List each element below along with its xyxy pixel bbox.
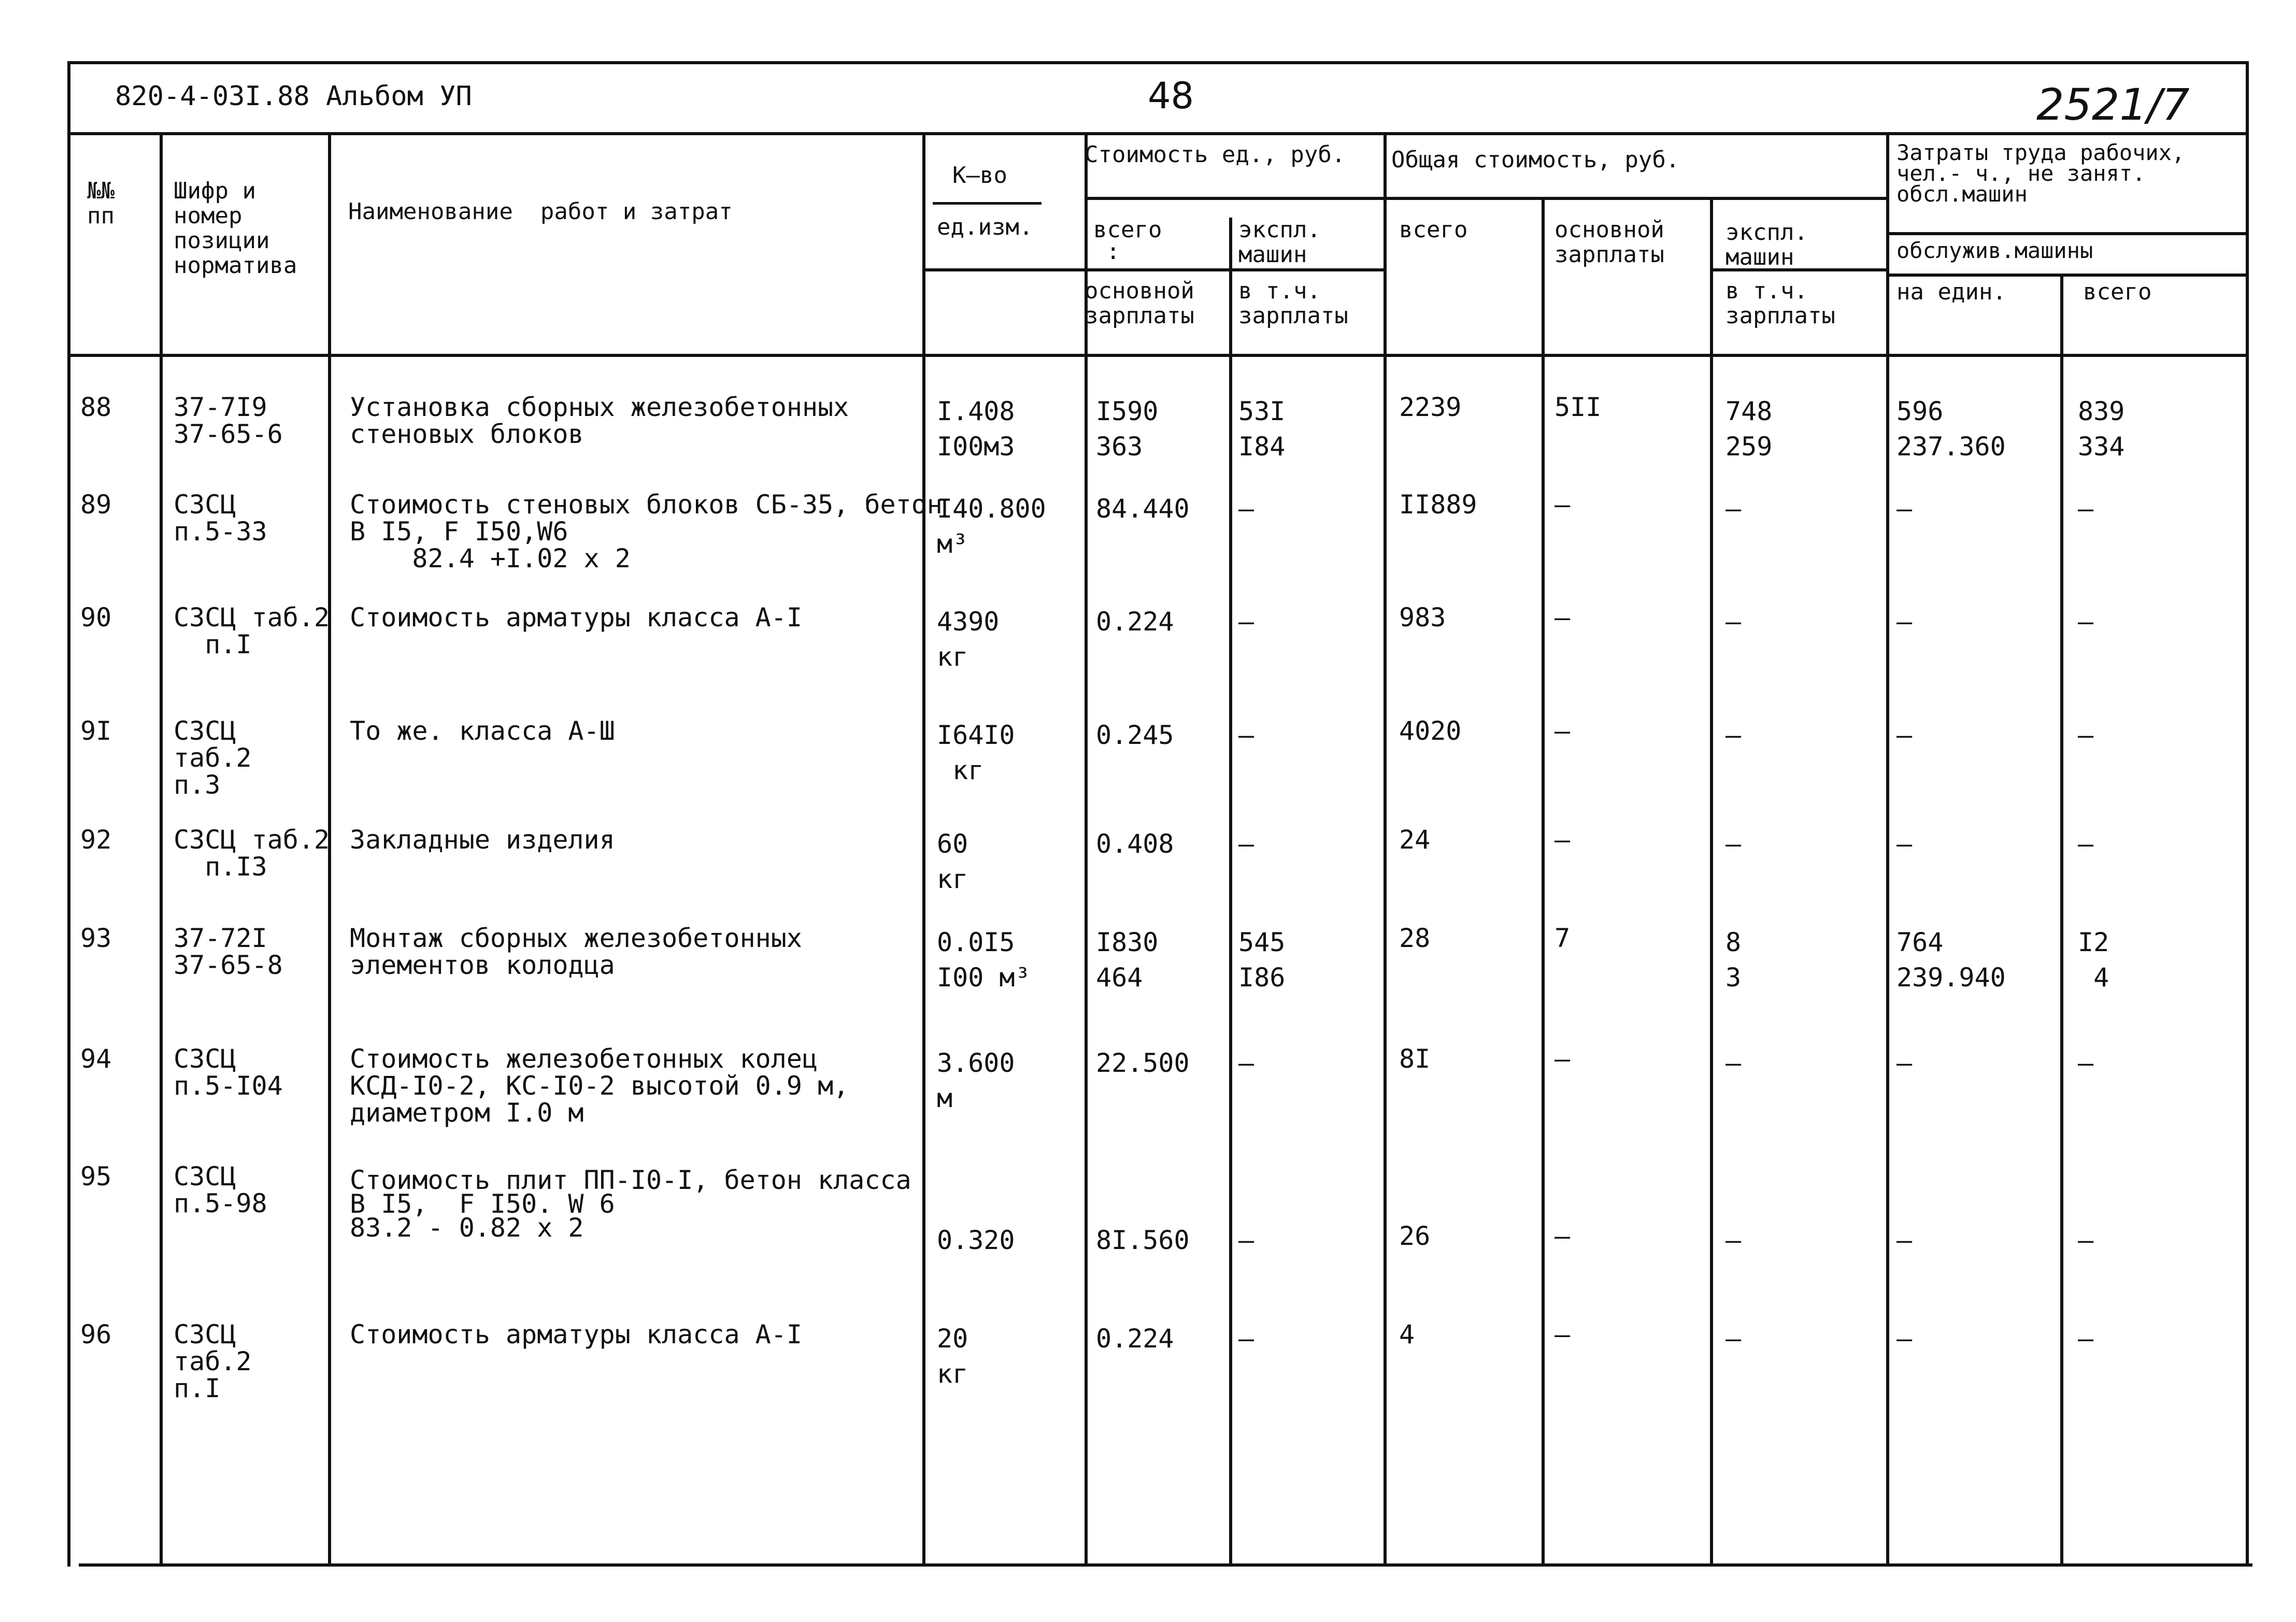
row-96-num: 96 <box>80 1319 112 1350</box>
row-95-labor-total: – <box>2078 1225 2094 1255</box>
frame-right-line <box>2246 61 2249 1567</box>
row-9I-code: СЗСЦ таб.2 п.3 <box>174 716 252 800</box>
row-93-unit-mach: 545 I86 <box>1238 927 1286 993</box>
row-9I-name: То же. класса А-Ш <box>350 716 615 746</box>
row-90-unit-total: 0.224 <box>1096 607 1174 637</box>
row-94-total-salary: – <box>1555 1044 1571 1074</box>
row-89-total-salary: – <box>1555 490 1571 520</box>
row-95-code: СЗСЦ п.5-98 <box>174 1161 267 1218</box>
col-line-10 <box>2060 275 2063 1566</box>
hdr-labor: Затраты труда рабочих, чел.- ч., не занят. обсл.машин <box>1896 140 2185 207</box>
row-88-labor-unit: 596 237.360 <box>1896 396 2006 462</box>
col-line-4 <box>1085 132 1088 1566</box>
col-line-1 <box>160 132 163 1566</box>
frame-top-line <box>67 61 2249 64</box>
row-96-labor-total: – <box>2078 1324 2094 1354</box>
row-92-labor-total: – <box>2078 829 2094 859</box>
row-88-qty: I.408 I00м3 <box>937 396 1015 462</box>
row-90-unit-mach: – <box>1238 607 1254 637</box>
row-93-unit-total: I830 464 <box>1096 927 1159 993</box>
row-94-qty: 3.600 м <box>937 1048 1015 1113</box>
row-88-code: 37-7I9 37-65-6 <box>174 392 283 449</box>
row-88-unit-mach: 53I I84 <box>1238 396 1286 462</box>
row-9I-unit-total: 0.245 <box>1096 720 1174 750</box>
hdr-num: №№ пп <box>87 178 115 229</box>
row-95-qty: 0.320 <box>937 1225 1015 1255</box>
col-line-5 <box>1229 218 1232 1566</box>
row-94-total-mach: – <box>1725 1048 1742 1078</box>
row-92-labor-unit: – <box>1896 829 1913 859</box>
row-95-labor-unit: – <box>1896 1225 1913 1255</box>
row-96-total: 4 <box>1399 1319 1415 1350</box>
row-89-total-mach: – <box>1725 494 1742 524</box>
row-92-total-salary: – <box>1555 825 1571 855</box>
qty-underline <box>933 202 1042 205</box>
row-9I-unit-mach: – <box>1238 720 1254 750</box>
row-95-name: Стоимость плит ПП-I0-I, бетон класса В I5, F I50. W 6 83.2 - 0.82 x 2 <box>350 1165 911 1243</box>
row-90-num: 90 <box>80 602 112 633</box>
row-96-unit-mach: – <box>1238 1324 1254 1354</box>
row-88-labor-total: 839 334 <box>2078 396 2125 462</box>
row-89-labor-unit: – <box>1896 494 1913 524</box>
hdr-labor-total: всего <box>2083 279 2152 305</box>
sheet-code: 2521/7 <box>2036 79 2190 130</box>
hdr-unit-machines-salary: в т.ч. зарплаты <box>1238 278 1348 329</box>
col-line-7 <box>1542 197 1545 1566</box>
row-88-total-mach: 748 259 <box>1725 396 1773 462</box>
row-96-total-salary: – <box>1555 1319 1571 1350</box>
row-93-code: 37-72I 37-65-8 <box>174 923 283 980</box>
row-89-labor-total: – <box>2078 494 2094 524</box>
hdr-code: Шифр и номер позиции норматива <box>174 178 297 279</box>
row-90-total-mach: – <box>1725 607 1742 637</box>
row-92-name: Закладные изделия <box>350 825 615 855</box>
hdr-qty-top: К–во <box>952 162 1007 189</box>
hdr-unit-colon: : <box>1106 238 1120 265</box>
row-93-total: 28 <box>1399 923 1431 953</box>
row-95-total-mach: – <box>1725 1225 1742 1255</box>
row-92-unit-mach: – <box>1238 829 1254 859</box>
row-90-total-salary: – <box>1555 602 1571 633</box>
row-90-labor-unit: – <box>1896 607 1913 637</box>
row-92-qty: 60 кг <box>937 829 968 894</box>
row-9I-total: 4020 <box>1399 716 1462 746</box>
row-9I-num: 9I <box>80 716 112 746</box>
row-89-total: II889 <box>1399 490 1477 520</box>
hdr-name: Наименование работ и затрат <box>348 198 733 225</box>
row-96-labor-unit: – <box>1896 1324 1913 1354</box>
row-96-total-mach: – <box>1725 1324 1742 1354</box>
row-9I-labor-unit: – <box>1896 720 1913 750</box>
row-93-labor-total: I2 4 <box>2078 927 2109 993</box>
frame-left-line <box>67 61 70 1567</box>
row-89-name: Стоимость стеновых блоков СБ-35, бетон В I5, F I50,W6 82.4 +I.02 x 2 <box>350 490 943 573</box>
row-94-unit-mach: – <box>1238 1048 1254 1078</box>
hdr-line-labor2 <box>1886 274 2249 277</box>
col-line-6 <box>1384 132 1387 1566</box>
row-95-unit-mach: – <box>1238 1225 1254 1255</box>
row-93-total-salary: 7 <box>1555 923 1571 953</box>
hdr-total-machines: экспл. машин <box>1725 219 1808 270</box>
row-89-unit-total: 84.440 <box>1096 494 1190 524</box>
row-93-num: 93 <box>80 923 112 953</box>
row-96-code: СЗСЦ таб.2 п.I <box>174 1319 252 1403</box>
row-94-name: Стоимость железобетонных колец КСД-I0-2, КС-I0-2 высотой 0.9 м, диаметром I.0 м <box>350 1044 849 1128</box>
row-89-unit-mach: – <box>1238 494 1254 524</box>
row-92-total-mach: – <box>1725 829 1742 859</box>
row-88-total-salary: 5II <box>1555 392 1602 422</box>
row-9I-qty: I64I0 кг <box>937 720 1015 785</box>
hdr-line-cost <box>1085 197 1886 200</box>
row-92-num: 92 <box>80 825 112 855</box>
row-93-name: Монтаж сборных железобетонных элементов колодца <box>350 923 802 980</box>
row-90-qty: 4390 кг <box>937 607 1000 672</box>
row-94-unit-total: 22.500 <box>1096 1048 1190 1078</box>
col-line-9 <box>1886 132 1889 1566</box>
row-90-name: Стоимость арматуры класса А-I <box>350 602 802 633</box>
col-line-8 <box>1710 197 1713 1566</box>
hdr-qty-unit: ед.изм. <box>937 214 1033 240</box>
page-number: 48 <box>1148 75 1194 117</box>
row-92-total: 24 <box>1399 825 1431 855</box>
hdr-unit-cost: Стоимость ед., руб. <box>1085 141 1346 168</box>
hdr-total-machines-salary: в т.ч. зарплаты <box>1725 278 1835 329</box>
header-bottom-line <box>67 354 2249 357</box>
row-9I-total-salary: – <box>1555 716 1571 746</box>
row-89-qty: I40.800 м³ <box>937 494 1046 559</box>
row-94-num: 94 <box>80 1044 112 1074</box>
hdr-total-all: всего <box>1399 217 1468 243</box>
row-95-unit-total: 8I.560 <box>1096 1225 1190 1255</box>
hdr-unit-base-salary: основной зарплаты <box>1085 278 1194 329</box>
row-88-total: 2239 <box>1399 392 1462 422</box>
row-93-qty: 0.0I5 I00 м³ <box>937 927 1031 993</box>
row-9I-total-mach: – <box>1725 720 1742 750</box>
row-94-labor-unit: – <box>1896 1048 1913 1078</box>
row-90-total: 983 <box>1399 602 1446 633</box>
title-band-line <box>67 132 2249 135</box>
frame-bottom-line <box>79 1563 2252 1567</box>
hdr-line-labor <box>1886 232 2249 235</box>
hdr-line-unit <box>922 268 1384 271</box>
row-88-num: 88 <box>80 392 112 422</box>
row-90-code: СЗСЦ таб.2 п.I <box>174 602 330 659</box>
row-96-name: Стоимость арматуры класса А-I <box>350 1319 802 1350</box>
row-96-qty: 20 кг <box>937 1324 968 1389</box>
hdr-total-base-salary: основной зарплаты <box>1555 217 1664 268</box>
row-9I-labor-total: – <box>2078 720 2094 750</box>
hdr-labor-sub: обслужив.машины <box>1896 238 2093 263</box>
row-95-total-salary: – <box>1555 1221 1571 1251</box>
hdr-unit-machines: экспл. машин <box>1238 217 1321 268</box>
row-93-total-mach: 8 3 <box>1725 927 1742 993</box>
row-92-code: СЗСЦ таб.2 п.I3 <box>174 825 330 882</box>
row-95-num: 95 <box>80 1161 112 1192</box>
row-94-labor-total: – <box>2078 1048 2094 1078</box>
row-89-num: 89 <box>80 490 112 520</box>
row-94-total: 8I <box>1399 1044 1431 1074</box>
row-90-labor-total: – <box>2078 607 2094 637</box>
row-92-unit-total: 0.408 <box>1096 829 1174 859</box>
row-88-name: Установка сборных железобетонных стеновых блоков <box>350 392 849 449</box>
row-94-code: СЗСЦ п.5-I04 <box>174 1044 283 1101</box>
row-89-code: СЗСЦ п.5-33 <box>174 490 267 547</box>
row-95-total: 26 <box>1399 1221 1431 1251</box>
row-93-labor-unit: 764 239.940 <box>1896 927 2006 993</box>
row-88-unit-total: I590 363 <box>1096 396 1159 462</box>
col-line-3 <box>922 132 925 1566</box>
hdr-labor-unit: на един. <box>1896 279 2006 305</box>
hdr-unit-total: всего <box>1093 217 1162 243</box>
hdr-total-cost: Общая стоимость, руб. <box>1391 147 1680 173</box>
album-title: 820-4-03I.88 Альбом УП <box>115 81 472 112</box>
row-96-unit-total: 0.224 <box>1096 1324 1174 1354</box>
